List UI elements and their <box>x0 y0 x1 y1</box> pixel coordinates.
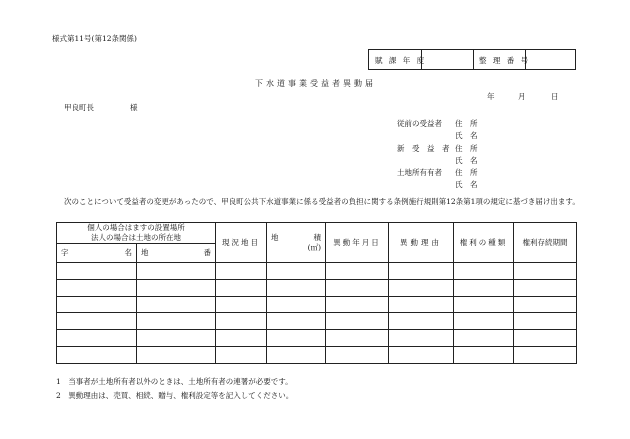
current-use-header: 現況地目 <box>216 223 267 263</box>
body-text: 次のことについて受益者の変更があったので、甲良町公共下水道事業に係る受益者の負担に関する条例施行規則第12条第1項の規定に基づき届け出ます。 <box>64 197 580 206</box>
party-role-landowner: 土地所有有者 <box>397 168 442 177</box>
party-name-label: 氏 名 <box>455 180 478 189</box>
party-address-label: 住 所 <box>455 168 478 177</box>
area-unit: (㎡) <box>307 242 321 252</box>
fiscal-year-label: 賦 課 年 度 <box>375 56 427 65</box>
registration-box <box>368 49 576 70</box>
form-number: 様式第11号(第12条関係) <box>52 34 137 43</box>
table-row <box>57 346 577 363</box>
rights-period-header: 権利存続期間 <box>514 223 577 263</box>
note-item: 2 異動理由は、売買、相続、贈与、権利設定等を記入してください。 <box>56 390 294 400</box>
party-role-new: 新 受 益 者 <box>397 144 450 153</box>
reason-header: 異動理由 <box>389 223 454 263</box>
table-row <box>57 330 577 347</box>
table-row <box>57 279 577 296</box>
date-year-label: 年 <box>487 92 495 101</box>
note-item: 1 当事者が土地所有者以外のときは、土地所有者の連署が必要です。 <box>56 377 293 386</box>
party-name-label: 氏 名 <box>455 156 478 165</box>
addressee-name: 甲良町長 <box>64 103 94 112</box>
change-table <box>56 222 577 364</box>
party-role-previous: 従前の受益者 <box>397 119 442 128</box>
notes <box>56 378 293 405</box>
table-row <box>57 313 577 330</box>
party-address-label: 住 所 <box>455 119 478 128</box>
party-name-label: 氏 名 <box>455 131 478 140</box>
area-header: 地 積 (㎡) <box>267 223 326 263</box>
rights-type-header: 権利の種類 <box>454 223 514 263</box>
aza-header: 字 名 <box>57 244 137 263</box>
date-day-label: 日 <box>551 92 559 101</box>
page-title: 下水道事業受益者異動届 <box>255 79 376 88</box>
date-month-label: 月 <box>518 92 526 101</box>
location-header: 個人の場合はますの設置場所 法人の場合は土地の所在地 <box>57 223 216 244</box>
reference-number-label: 整 理 番 号 <box>479 56 531 65</box>
table-row <box>57 263 577 280</box>
addressee-honorific: 様 <box>130 103 138 112</box>
chiban-header: 地 番 <box>137 244 216 263</box>
table-row <box>57 296 577 313</box>
party-address-label: 住 所 <box>455 144 478 153</box>
change-date-header: 異動年月日 <box>326 223 389 263</box>
